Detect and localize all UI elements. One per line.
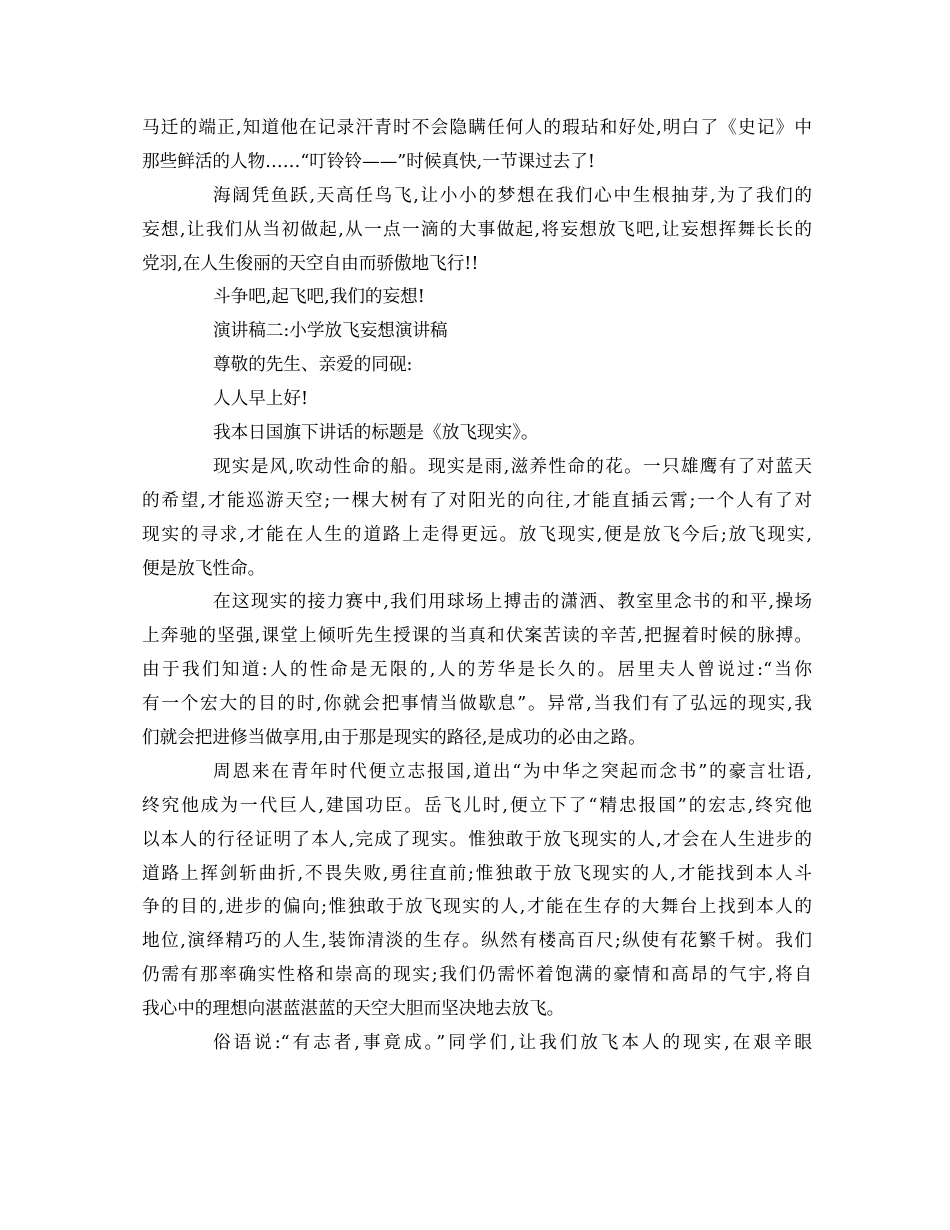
document-body xyxy=(142,112,812,1061)
greeting: 人人早上好! xyxy=(213,389,309,410)
text-line: 仍需有那率确实性格和崇高的现实;我们仍需怀着饱满的豪情和高昂的气宇,将自 xyxy=(142,965,812,986)
paragraph-start: 海阔凭鱼跃,天高任鸟飞,让小小的梦想在我们心中生根抽芽,为了我们的 xyxy=(213,185,812,206)
text-line: 妄想,让我们从当初做起,从一点一滴的大事做起,将妄想放飞吧,让妄想挥舞长长的 xyxy=(142,219,812,240)
paragraph-start: 我本日国旗下讲话的标题是《放飞现实》。 xyxy=(213,423,539,444)
salutation: 尊敬的先生、亲爱的同砚: xyxy=(213,355,413,376)
paragraph-start: 现实是风,吹动性命的船。现实是雨,滋养性命的花。一只雄鹰有了对蓝天 xyxy=(213,456,812,477)
text-line: 那些鲜活的人物……“叮铃铃——”时候真快,一节课过去了! xyxy=(142,151,595,172)
text-line: 们就会把进修当做享用,由于那是现实的路径,是成功的必由之路。 xyxy=(142,728,646,749)
text-line: 马迁的端正,知道他在记录汗青时不会隐瞒任何人的瑕玷和好处,明白了《史记》中 xyxy=(142,118,812,138)
text-line: 道路上挥剑斩曲折,不畏失败,勇往直前;惟独敢于放飞现实的人,才能找到本人斗 xyxy=(142,863,812,884)
text-line: 以本人的行径证明了本人,完成了现实。惟独敢于放飞现实的人,才会在人生进步的 xyxy=(142,829,812,850)
text-line: 地位,演绎精巧的人生,装饰清淡的生存。纵然有楼高百尺;纵使有花繁千树。我们 xyxy=(142,931,812,952)
text-line: 由于我们知道:人的性命是无限的,人的芳华是长久的。居里夫人曾说过:“当你 xyxy=(142,660,812,681)
paragraph-start: 俗语说:“有志者,事竟成。”同学们,让我们放飞本人的现实,在艰辛眼 xyxy=(213,1033,812,1054)
text-line: 现实的寻求,才能在人生的道路上走得更远。放飞现实,便是放飞今后;放飞现实, xyxy=(142,524,812,545)
text-line: 上奔驰的坚强,课堂上倾听先生授课的当真和伏案苦读的辛苦,把握着时候的脉搏。 xyxy=(142,626,812,647)
text-line: 我心中的理想向湛蓝湛蓝的天空大胆而坚决地去放飞。 xyxy=(142,999,565,1020)
text-line: 便是放飞性命。 xyxy=(142,558,266,579)
text-line: 争的目的,进步的偏向;惟独敢于放飞现实的人,才能在生存的大舞台上找到本人的 xyxy=(142,897,812,918)
paragraph-start: 周恩来在青年时代便立志报国,道出“为中华之突起而念书”的豪言壮语, xyxy=(213,761,812,782)
paragraph-start: 在这现实的接力赛中,我们用球场上搏击的潇洒、教室里念书的和平,操场 xyxy=(213,592,812,613)
speech-heading: 演讲稿二:小学放飞妄想演讲稿 xyxy=(213,321,448,342)
text-line: 党羽,在人生俊丽的天空自由而骄傲地飞行!! xyxy=(142,253,479,274)
text-line: 有一个宏大的目的时,你就会把事情当做歇息”。异常,当我们有了弘远的现实,我 xyxy=(142,694,812,715)
text-line: 终究他成为一代巨人,建国功臣。岳飞儿时,便立下了“精忠报国”的宏志,终究他 xyxy=(142,795,812,816)
paragraph-start: 斗争吧,起飞吧,我们的妄想! xyxy=(213,287,425,308)
text-line: 的希望,才能巡游天空;一棵大树有了对阳光的向往,才能直插云霄;一个人有了对 xyxy=(142,490,812,511)
